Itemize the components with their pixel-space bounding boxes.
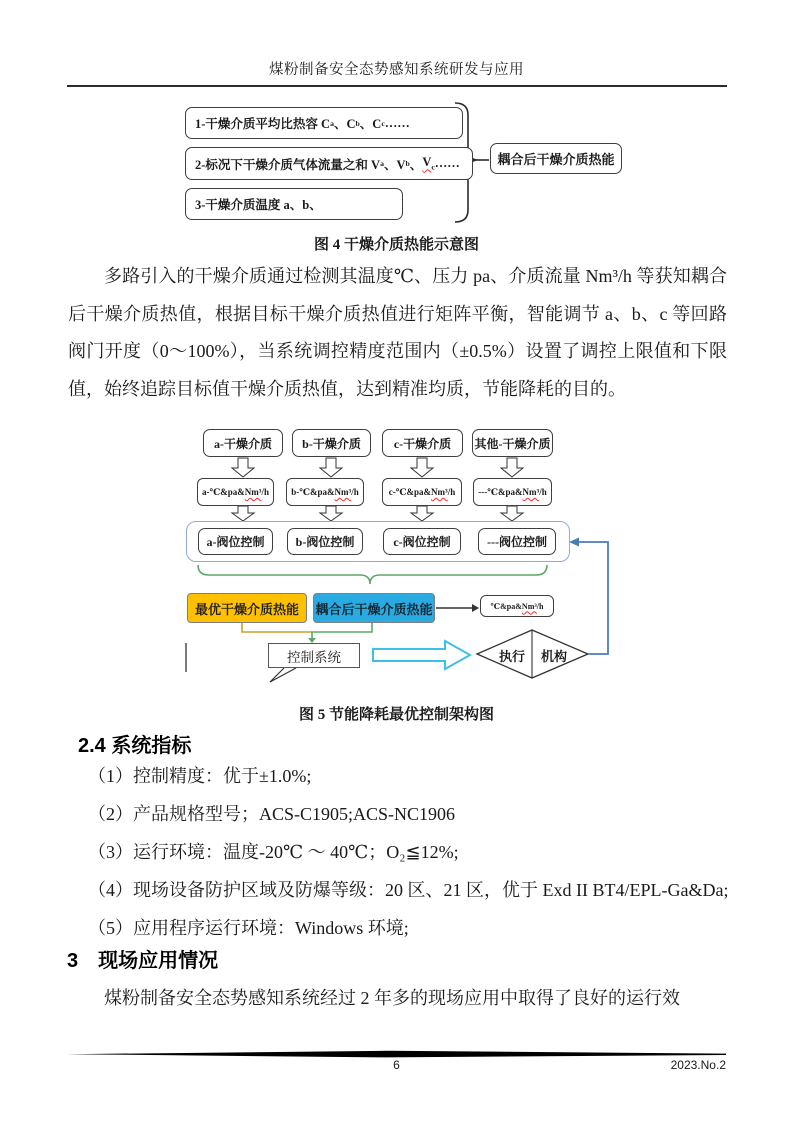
down-arrow-icon	[232, 458, 254, 477]
fig4-box-flow-sum: 2-标况下干燥介质气体流量之和 V a 、V b 、 $V_c$ ……	[185, 147, 473, 180]
fig4-box-specific-heat: 1-干燥介质平均比热容 C a 、C b 、C c ……	[185, 107, 463, 139]
body-paragraph-2: 煤粉制备安全态势感知系统经过 2 年多的现场应用中取得了良好的运行效	[104, 988, 680, 1008]
right-arrowhead-icon	[472, 604, 479, 612]
fig5-sensor-c: c-℃&pa& Nm³ /h	[382, 478, 462, 506]
down-arrow-icon	[232, 506, 254, 521]
fig5-valve-a: a-阀位控制	[198, 528, 273, 555]
fig5-sensor-b: b-℃&pa& Nm³ /h	[286, 478, 364, 506]
spec-item-2: （2）产品规格型号；ACS-C1905;ACS-NC1906	[88, 804, 456, 824]
spec-item-5: （5）应用程序运行环境：Windows 环境;	[88, 918, 409, 938]
fig5-actuator-label: 执行 机构	[498, 649, 568, 664]
figure4-caption: 图 4 干燥介质热能示意图	[313, 237, 479, 253]
left-arrowhead-icon	[569, 538, 579, 547]
fig5-input-b: b-干燥介质	[292, 429, 371, 457]
fig5-valve-c: c-阀位控制	[383, 528, 461, 555]
spec-item-1: （1）控制精度：优于±1.0%;	[88, 766, 312, 786]
section-3-heading: 3 现场应用情况	[67, 950, 219, 972]
down-arrow-icon	[320, 458, 342, 477]
down-arrow-icon	[501, 458, 523, 477]
fig5-optimal-heat-box: 最优干燥介质热能	[187, 593, 307, 623]
page-number: 6	[393, 1058, 400, 1072]
fig5-sensor-a: a-℃&pa& Nm³ /h	[197, 478, 274, 506]
fig5-valve-b: b-阀位控制	[287, 528, 363, 555]
figure5-diagram	[68, 425, 727, 695]
body-paragraph-1: 多路引入的干燥介质通过检测其温度℃、压力 pa、介质流量 Nm³/h 等获知耦合后干燥介质热值，根据目标干燥介质热值进行矩阵平衡，智能调节 a、b、c 等回路阀门开度（0～100%），当系统调控精度范围内（±0.5%）设置了调控上限值和下限值，始终追踪目标值干燥介质热值，达到精准均质，节能降耗的目的。	[68, 266, 727, 399]
down-arrow-icon	[501, 506, 523, 521]
footer-rule	[67, 1050, 726, 1058]
fig5-input-c: c-干燥介质	[382, 429, 463, 457]
down-arrow-icon	[411, 458, 433, 477]
running-header-title: 煤粉制备安全态势感知系统研发与应用	[269, 62, 524, 78]
header-rule	[67, 85, 727, 87]
fig5-sensor-other: ---℃&pa& Nm³ /h	[473, 478, 552, 506]
fig5-valve-other: ---阀位控制	[478, 528, 556, 555]
down-arrow-icon	[320, 506, 342, 521]
section-2-4-heading: 2.4 系统指标	[78, 735, 192, 757]
callout-tail-icon	[270, 668, 296, 682]
fig5-control-system-box: 控制系统	[268, 643, 360, 668]
gather-brace-icon	[198, 565, 547, 584]
spec-item-3: （3）运行环境：温度-20℃ ～ 40℃；O₂≦12%;	[88, 842, 459, 862]
fig5-sensor-small-box: ℃&pa& Nm³ /h	[480, 595, 554, 617]
fig5-input-other: 其他-干燥介质	[472, 429, 553, 457]
fig4-box-coupled-heat: 耦合后干燥介质热能	[490, 143, 622, 174]
spec-item-4: （4）现场设备防护区域及防爆等级：20 区、21 区，优于 Exd II BT4/EPL-Ga&Da;	[88, 880, 729, 900]
figure5-caption: 图 5 节能降耗最优控制架构图	[298, 707, 494, 723]
fig5-coupled-heat-box: 耦合后干燥介质热能	[313, 593, 435, 623]
down-arrow-icon	[411, 506, 433, 521]
spec-list	[88, 757, 729, 947]
figure4-diagram	[68, 100, 727, 248]
cyan-right-arrow-icon	[373, 641, 470, 669]
fig5-input-a: a-干燥介质	[203, 429, 283, 457]
fig4-box-temperature: 3-干燥介质温度 a、b、	[185, 188, 403, 220]
issue-label: 2023.No.2	[670, 1058, 726, 1072]
